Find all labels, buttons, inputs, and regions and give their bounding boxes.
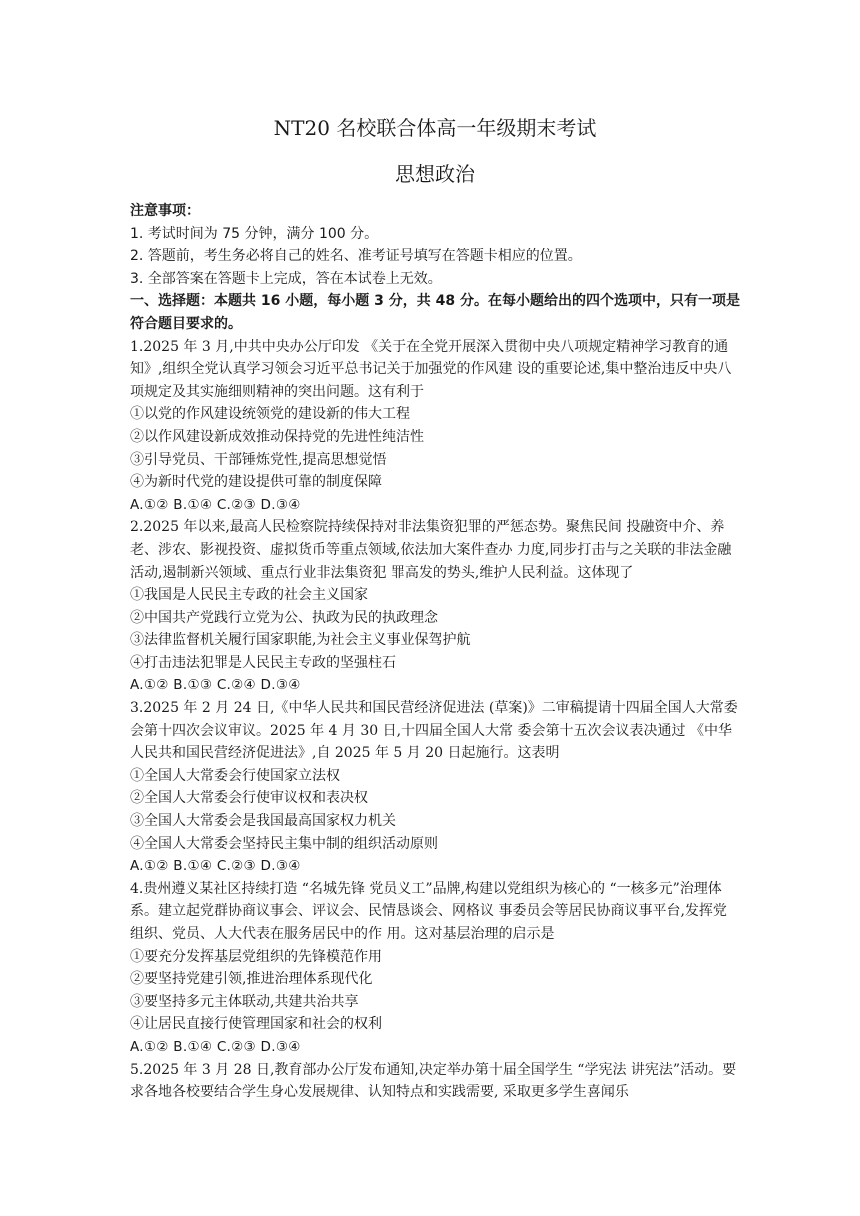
question-stem: 2.2025 年以来,最高人民检察院持续保持对非法集资犯罪的严惩态势。聚焦民间 投融资中介、养老、涉农、影视投资、虚拟货币等重点领域,依法加大案件查办 力度,同步打击与之关联的非法金融活动,遏制新兴领域、重点行业非法集资犯 罪高发的势头,维护人民利益。这体现了	[130, 519, 732, 581]
question-stem: 4.贵州遵义某社区持续打造 “名城先锋 党员义工”品牌,构建以党组织为核心的 “一核多元”治理体系。建立起党群协商议事会、评议会、民情恳谈会、网格议 事委员会等居民协商议事平台,发挥党组织、党员、人大代表在服务居民中的作 用。这对基层治理的启示是	[130, 880, 727, 942]
notice-heading: 注意事项：	[130, 203, 200, 219]
question-4	[130, 878, 740, 1059]
question-option: ②全国人大常委会行使审议权和表决权	[130, 790, 368, 807]
notice-item: 3. 全部答案在答题卡上完成，答在本试卷上无效。	[130, 270, 442, 287]
question-option: ①全国人大常委会行使国家立法权	[130, 767, 340, 784]
question-option: ④为新时代党的建设提供可靠的制度保障	[130, 474, 382, 491]
question-5	[130, 1059, 740, 1104]
question-option: ③要坚持多元主体联动,共建共治共享	[130, 993, 359, 1010]
question-choices: A.①② B.①④ C.②③ D.③④	[130, 858, 301, 875]
section-intro: 一、选择题：本题共 16 小题，每小题 3 分，共 48 分。在每小题给出的四个选项中，只有一项是符合题目要求的。	[130, 293, 740, 332]
question-option: ④让居民直接行使管理国家和社会的权利	[130, 1016, 382, 1033]
question-choices: A.①② B.①④ C.②③ D.③④	[130, 1038, 301, 1055]
question-option: ①我国是人民民主专政的社会主义国家	[130, 587, 368, 604]
question-option: ③全国人大常委会是我国最高国家权力机关	[130, 813, 396, 830]
question-option: ③法律监督机关履行国家职能,为社会主义事业保驾护航	[130, 632, 471, 649]
question-3	[130, 697, 740, 878]
question-option: ②要坚持党建引领,推进治理体系现代化	[130, 971, 373, 988]
question-option: ②中国共产党践行立党为公、执政为民的执政理念	[130, 609, 438, 626]
question-choices: A.①② B.①③ C.②④ D.③④	[130, 677, 301, 694]
question-2	[130, 516, 740, 697]
question-option: ①要充分发挥基层党组织的先锋模范作用	[130, 948, 382, 965]
question-choices: A.①② B.①④ C.②③ D.③④	[130, 496, 301, 513]
question-stem: 3.2025 年 2 月 24 日,《中华人民共和国民营经济促进法 (草案)》二审稿提请十四届全国人大常委会第十四次会议审议。2025 年 4 月 30 日,十四届全国人大常 委会第十五次会议表决通过 《中华人民共和国民营经济促进法》,自 2025 年 5 月 20 日起施行。这表明	[130, 700, 738, 762]
question-option: ③引导党员、干部锤炼党性,提高思想觉悟	[130, 451, 387, 468]
question-option: ④打击违法犯罪是人民民主专政的坚强柱石	[130, 654, 396, 671]
notice-item: 1. 考试时间为 75 分钟，满分 100 分。	[130, 225, 379, 242]
question-1	[130, 336, 740, 517]
notice-block	[130, 200, 740, 290]
question-option: ①以党的作风建设统领党的建设新的伟大工程	[130, 406, 410, 423]
subject-title: 思想政治	[395, 162, 475, 186]
exam-page	[130, 112, 740, 1104]
question-stem: 5.2025 年 3 月 28 日,教育部办公厅发布通知,决定举办第十届全国学生 “学宪法 讲宪法”活动。要求各地各校要结合学生身心发展规律、认知特点和实践需要, 采取更多学生喜闻乐	[130, 1061, 737, 1101]
question-option: ②以作风建设新成效推动保持党的先进性纯洁性	[130, 428, 424, 445]
question-stem: 1.2025 年 3 月,中共中央办公厅印发 《关于在全党开展深入贯彻中央八项规定精神学习教育的通知》,组织全党认真学习领会习近平总书记关于加强党的作风建 设的重要论述,集中整治违反中央八项规定及其实施细则精神的突出问题。这有利于	[130, 338, 732, 400]
notice-item: 2. 答题前，考生务必将自己的姓名、准考证号填写在答题卡相应的位置。	[130, 248, 582, 265]
question-option: ④全国人大常委会坚持民主集中制的组织活动原则	[130, 835, 438, 852]
exam-title: NT20 名校联合体高一年级期末考试	[273, 116, 597, 140]
